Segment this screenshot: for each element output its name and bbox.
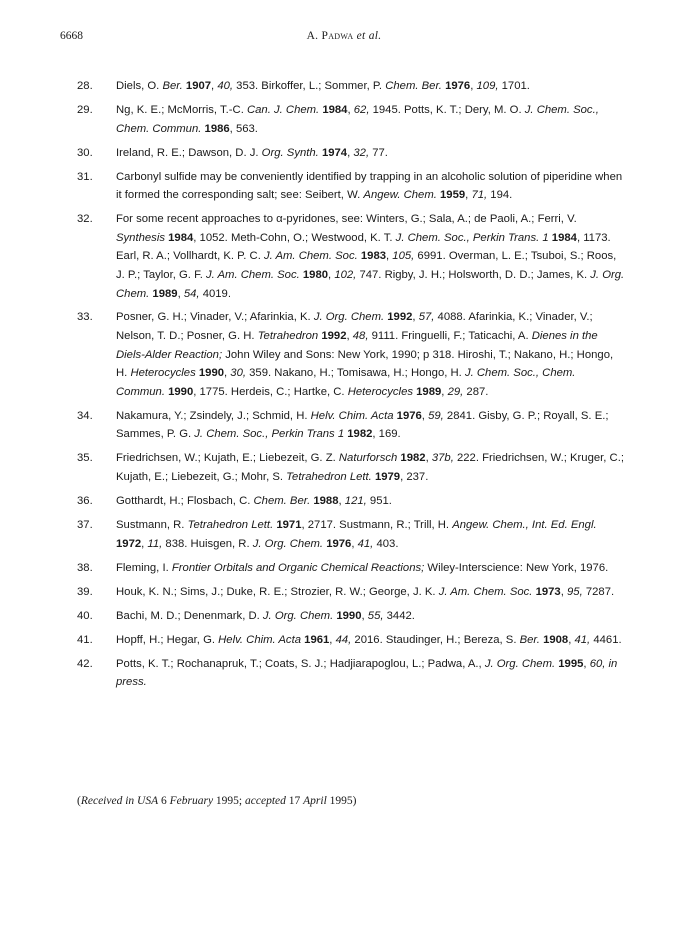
- citation-text: Hopff, H.; Hegar, G.: [116, 633, 219, 646]
- citation-year: 1976: [396, 409, 422, 422]
- citation-italic: 55,: [367, 609, 384, 622]
- citation-text: , 563.: [229, 122, 258, 135]
- citation-italic: J. Am. Chem. Soc.: [263, 250, 358, 263]
- reference-text: [116, 559, 625, 578]
- citation-italic: J. Chem. Soc., Chem. Commun.: [116, 367, 576, 398]
- citation-text: 3442.: [383, 609, 415, 622]
- citation-year: 1990: [336, 609, 362, 622]
- reference-item: [60, 101, 625, 138]
- citation-italic: Naturforsch: [338, 452, 398, 465]
- citation-italic: J. Org. Chem.: [116, 268, 625, 300]
- citation-year: 1974: [321, 146, 348, 159]
- citation-text: ,: [347, 103, 354, 116]
- reference-item: [60, 516, 625, 553]
- citation-year: 1976: [326, 537, 352, 550]
- citation-text: ,: [211, 80, 218, 92]
- reference-text: [116, 308, 625, 401]
- citation-italic: Ber.: [519, 633, 540, 646]
- citation-year: 1972: [116, 537, 142, 550]
- reference-item: [60, 607, 625, 626]
- received-date: 6: [158, 795, 170, 807]
- citation-text: For some recent approaches to α-pyridones, see: Winters, G.; Sala, A.; de Paoli, A.; Ferri, V.: [116, 213, 577, 226]
- citation-text: ,: [465, 189, 472, 202]
- citation-text: ,: [338, 495, 345, 507]
- running-head-etal: et al.: [356, 30, 382, 42]
- citation-text: Friedrichsen, W.; Kujath, E.; Liebezeit, G. Z.: [116, 452, 339, 465]
- citation-text: Nakamura, Y.; Zsindely, J.; Schmid, H.: [116, 409, 311, 422]
- reference-text: [116, 607, 625, 626]
- citation-text: ,: [224, 367, 231, 380]
- citation-italic: Synthesis: [116, 231, 165, 244]
- citation-text: 1945. Potts, K. T.; Dery, M. O.: [369, 103, 525, 116]
- citation-italic: 44,: [335, 633, 352, 646]
- citation-italic: 29,: [447, 385, 464, 398]
- citation-text: ,: [351, 537, 358, 550]
- citation-text: 1701.: [498, 80, 530, 92]
- citation-text: 4088. Afarinkia, K.; Vinader, V.; Nelson, T. D.; Posner, G. H.: [116, 311, 593, 343]
- citation-italic: J. Org. Chem.: [313, 311, 385, 324]
- citation-italic: 48,: [352, 330, 369, 343]
- citation-text: 359. Nakano, H.; Tomisawa, H.; Hongo, H.: [246, 367, 465, 380]
- citation-text: ,: [346, 330, 353, 343]
- citation-text: Houk, K. N.; Sims, J.; Duke, R. E.; Strozier, R. W.; George, J. K.: [116, 585, 439, 598]
- citation-italic: 60,: [589, 657, 606, 670]
- citation-italic: 54,: [183, 287, 200, 300]
- reference-number: 42.: [77, 657, 93, 670]
- reference-number: 33.: [77, 311, 93, 324]
- citation-text: 7287.: [582, 585, 615, 598]
- reference-text: [116, 631, 625, 650]
- citation-text: 194.: [487, 189, 513, 202]
- citation-year: 1982: [347, 428, 373, 441]
- citation-year: 1992: [321, 330, 347, 343]
- received-month: February: [169, 795, 214, 807]
- citation-year: 1908: [543, 633, 569, 646]
- citation-text: ,: [177, 287, 184, 300]
- citation-text: ,: [347, 146, 354, 159]
- citation-italic: Chem. Ber.: [253, 495, 311, 507]
- citation-text: Posner, G. H.; Vinader, V.; Afarinkia, K.: [116, 311, 314, 324]
- citation-year: 1990: [168, 385, 194, 398]
- reference-text: [116, 101, 625, 138]
- citation-italic: 11,: [147, 537, 163, 550]
- citation-text: 9111. Fringuelli, F.; Taticachi, A.: [368, 330, 532, 343]
- citation-text: 2841. Gisby, G. P.; Royall, S. E.; Sammes, P. G.: [116, 409, 609, 441]
- citation-italic: Can. J. Chem.: [246, 103, 320, 116]
- citation-italic: Helv. Chim. Acta: [310, 409, 394, 422]
- citation-year: 1984: [168, 231, 194, 244]
- reference-number: 29.: [77, 103, 93, 116]
- reference-item: [60, 77, 625, 96]
- citation-italic: 105,: [392, 250, 415, 263]
- received-label: Received in USA: [80, 795, 159, 807]
- citation-italic: 32,: [353, 146, 370, 159]
- citation-year: 1995: [558, 657, 584, 670]
- citation-year: 1983: [360, 250, 387, 263]
- accepted-date: 17: [285, 795, 304, 807]
- citation-year: 1979: [374, 471, 401, 484]
- citation-year: 1959: [440, 189, 466, 202]
- citation-italic: Angew. Chem.: [363, 189, 437, 202]
- reference-list: [60, 77, 625, 697]
- citation-year: 1907: [185, 80, 212, 92]
- running-head-author: A. Padwa: [306, 30, 354, 42]
- citation-italic: Tetrahedron Lett.: [286, 471, 372, 484]
- reference-item: [60, 308, 625, 401]
- citation-text: ,: [421, 409, 429, 422]
- reference-item: [60, 492, 625, 511]
- citation-text: Sustmann, R.: [116, 518, 188, 531]
- reference-text: [116, 655, 625, 692]
- citation-text: ,: [141, 537, 148, 550]
- citation-italic: J. Chem. Soc., Perkin Trans. 1: [395, 231, 549, 244]
- citation-text: ,: [361, 609, 368, 622]
- accepted-month: April: [303, 795, 327, 807]
- received-year: 1995;: [213, 795, 245, 807]
- citation-text: , 237.: [400, 471, 429, 484]
- accepted-label: accepted: [245, 795, 286, 807]
- reference-number: 40.: [77, 609, 93, 622]
- citation-text: ,: [329, 633, 336, 646]
- citation-text: 287.: [463, 385, 489, 398]
- citation-year: 1984: [551, 231, 577, 244]
- reference-number: 28.: [77, 80, 93, 92]
- reference-text: [116, 492, 625, 511]
- citation-text: ,: [386, 250, 393, 263]
- citation-italic: 102,: [334, 268, 357, 281]
- citation-text: , 1173. Earl, R. A.; Vollhardt, K. P. C.: [116, 231, 611, 263]
- reference-item: [60, 168, 625, 205]
- citation-text: 353. Birkoffer, L.; Sommer, P.: [233, 80, 386, 92]
- citation-italic: Org. Synth.: [261, 146, 319, 159]
- citation-text: Ng, K. E.; McMorris, T.-C.: [116, 103, 247, 116]
- reference-number: 38.: [77, 561, 93, 574]
- page-number: 6668: [60, 30, 83, 42]
- citation-text: , 169.: [372, 428, 401, 441]
- received-open: (: [77, 795, 81, 807]
- citation-year: 1990: [198, 367, 225, 380]
- citation-text: 747. Rigby, J. H.; Holsworth, D. D.; James, K.: [356, 268, 591, 281]
- reference-number: 31.: [77, 170, 93, 183]
- citation-text: Diels, O.: [116, 80, 163, 92]
- reference-number: 32.: [77, 213, 93, 226]
- citation-text: 4461.: [590, 633, 622, 646]
- citation-italic: 62,: [353, 103, 370, 116]
- citation-text: ,: [568, 633, 575, 646]
- reference-item: [60, 655, 625, 692]
- citation-italic: Dienes in the Diels-Alder Reaction;: [116, 330, 598, 361]
- citation-text: 222. Friedrichsen, W.; Kruger, C.; Kujath, E.; Liebezeit, G.; Mohr, S.: [116, 452, 624, 484]
- citation-text: Bachi, M. D.; Denenmark, D.: [116, 609, 263, 622]
- citation-italic: Heterocycles: [347, 385, 413, 398]
- citation-italic: 109,: [476, 80, 499, 92]
- citation-italic: Frontier Orbitals and Organic Chemical Reactions;: [171, 561, 425, 574]
- page-header: [60, 30, 614, 46]
- citation-italic: J. Chem. Soc., Perkin Trans 1: [194, 428, 345, 441]
- citation-text: 838. Huisgen, R.: [162, 537, 253, 550]
- running-head: [74, 30, 614, 42]
- reference-text: [116, 210, 625, 303]
- reference-item: [60, 407, 625, 444]
- citation-text: , 1052. Meth-Cohn, O.; Westwood, K. T.: [193, 231, 396, 244]
- citation-year: 1989: [152, 287, 178, 300]
- citation-year: 1971: [276, 518, 302, 531]
- citation-text: ,: [425, 452, 432, 465]
- citation-year: 1984: [322, 103, 348, 116]
- citation-text: ,: [470, 80, 477, 92]
- citation-text: John Wiley and Sons: New York, 1990; p 318. Hiroshi, T.; Nakano, H.; Hongo, H.: [116, 348, 614, 380]
- citation-italic: 41,: [357, 537, 374, 550]
- accepted-year: 1995): [326, 795, 357, 807]
- citation-year: 1988: [313, 495, 339, 507]
- citation-italic: 37b,: [431, 452, 454, 465]
- reference-item: [60, 210, 625, 303]
- citation-text: ,: [583, 657, 590, 670]
- citation-italic: 41,: [574, 633, 591, 646]
- citation-text: 77.: [369, 146, 388, 159]
- citation-year: 1986: [204, 122, 230, 135]
- reference-item: [60, 144, 625, 163]
- received-note: [77, 795, 597, 807]
- citation-italic: J. Org. Chem.: [252, 537, 324, 550]
- reference-text: [116, 516, 625, 553]
- reference-text: [116, 407, 625, 444]
- citation-text: ,: [560, 585, 567, 598]
- reference-item: [60, 449, 625, 486]
- reference-text: [116, 583, 625, 602]
- citation-year: 1982: [400, 452, 426, 465]
- citation-italic: 121,: [344, 495, 367, 507]
- reference-text: [116, 168, 625, 205]
- citation-italic: J. Chem. Soc., Chem. Commun.: [116, 103, 599, 135]
- citation-italic: Chem. Ber.: [385, 80, 442, 92]
- reference-item: [60, 583, 625, 602]
- citation-italic: Helv. Chim. Acta: [218, 633, 302, 646]
- citation-text: 403.: [373, 537, 399, 550]
- reference-number: 39.: [77, 585, 93, 598]
- citation-text: ,: [328, 268, 335, 281]
- citation-italic: 71,: [471, 189, 488, 202]
- citation-italic: 95,: [567, 585, 583, 598]
- citation-text: Wiley-Interscience: New York, 1976.: [424, 561, 609, 574]
- reference-item: [60, 631, 625, 650]
- citation-italic: Angew. Chem., Int. Ed. Engl.: [452, 518, 597, 531]
- reference-text: [116, 77, 625, 96]
- citation-year: 1992: [387, 311, 413, 324]
- citation-text: , 1775. Herdeis, C.; Hartke, C.: [193, 385, 348, 398]
- citation-italic: J. Am. Chem. Soc.: [206, 268, 300, 281]
- reference-number: 37.: [77, 518, 93, 531]
- citation-text: 6991. Overman, L. E.; Tsuboi, S.; Roos, J. P.; Taylor, G. F.: [116, 250, 617, 281]
- reference-number: 35.: [77, 452, 93, 465]
- citation-italic: 57,: [418, 311, 435, 324]
- reference-number: 30.: [77, 146, 93, 159]
- reference-number: 34.: [77, 409, 93, 422]
- reference-number: 36.: [77, 495, 93, 507]
- citation-text: Carbonyl sulfide may be conveniently identified by trapping in an alcoholic solution of piperidine when it formed the corresponding salt; see: Seibert, W.: [116, 170, 623, 202]
- citation-italic: J. Org. Chem.: [484, 657, 556, 670]
- citation-year: 1976: [445, 80, 471, 92]
- citation-italic: Ber.: [162, 80, 183, 92]
- citation-italic: Tetrahedron Lett.: [187, 518, 274, 531]
- citation-year: 1961: [304, 633, 330, 646]
- citation-year: 1989: [416, 385, 442, 398]
- reference-item: [60, 559, 625, 578]
- citation-italic: Heterocycles: [130, 367, 196, 380]
- citation-italic: J. Org. Chem.: [262, 609, 334, 622]
- citation-text: ,: [441, 385, 448, 398]
- citation-text: 951.: [366, 495, 392, 507]
- citation-text: 4019.: [199, 287, 231, 300]
- citation-italic: 40,: [217, 80, 234, 92]
- citation-text: Ireland, R. E.; Dawson, D. J.: [116, 146, 262, 159]
- reference-text: [116, 449, 625, 486]
- citation-text: Gotthardt, H.; Flosbach, C.: [116, 495, 254, 507]
- reference-text: [116, 144, 625, 163]
- citation-text: Fleming, I.: [116, 561, 172, 574]
- citation-year: 1980: [302, 268, 329, 281]
- citation-text: , 2717. Sustmann, R.; Trill, H.: [301, 518, 453, 531]
- citation-text: 2016. Staudinger, H.; Bereza, S.: [351, 633, 520, 646]
- reference-number: 41.: [77, 633, 93, 646]
- citation-year: 1973: [535, 585, 561, 598]
- citation-italic: Tetrahedron: [257, 330, 319, 343]
- citation-italic: 59,: [428, 409, 444, 422]
- citation-italic: in press.: [116, 657, 618, 689]
- citation-italic: 30,: [230, 367, 247, 380]
- citation-text: Potts, K. T.; Rochanapruk, T.; Coats, S. J.; Hadjiarapoglou, L.; Padwa, A.,: [116, 657, 485, 670]
- citation-text: ,: [412, 311, 419, 324]
- citation-italic: J. Am. Chem. Soc.: [438, 585, 533, 598]
